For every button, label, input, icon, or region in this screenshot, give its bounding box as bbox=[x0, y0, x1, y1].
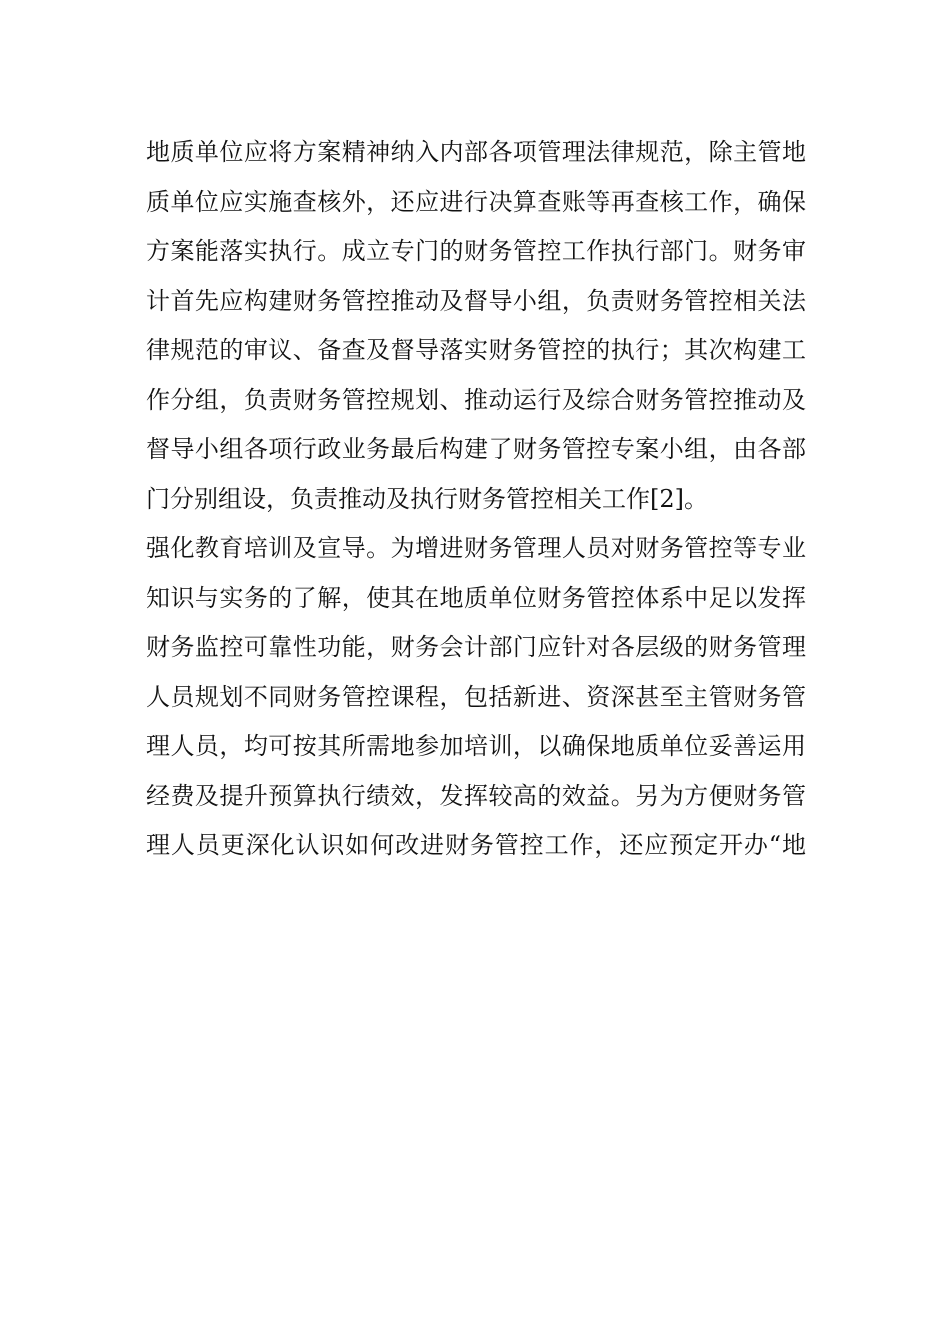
text-line: 地质单位应将方案精神纳入内部各项管理法律规范，除主管地 bbox=[146, 138, 806, 166]
text-line: 计首先应构建财务管控推动及督导小组，负责财务管控相关法 bbox=[146, 286, 806, 315]
text-line: 经费及提升预算执行绩效，发挥较高的效益。另为方便财务管 bbox=[146, 781, 806, 810]
text-line: 作分组，负责财务管控规划、推动运行及综合财务管控推动及 bbox=[146, 385, 806, 414]
text-line: 律规范的审议、备查及督导落实财务管控的执行；其次构建工 bbox=[146, 336, 806, 364]
body-text bbox=[146, 128, 806, 871]
text-line: 人员规划不同财务管控课程，包括新进、资深甚至主管财务管 bbox=[146, 682, 806, 711]
text-line: 方案能落实执行。成立专门的财务管控工作执行部门。财务审 bbox=[146, 237, 806, 265]
text-line: 强化教育培训及宣导。为增进财务管理人员对财务管控等专业 bbox=[146, 534, 806, 562]
text-line: 质单位应实施查核外，还应进行决算查账等再查核工作，确保 bbox=[146, 187, 806, 216]
text-line: 财务监控可靠性功能，财务会计部门应针对各层级的财务管理 bbox=[146, 633, 806, 661]
text-line: 门分别组设，负责推动及执行财务管控相关工作[2]。 bbox=[146, 484, 708, 513]
text-line: 知识与实务的了解，使其在地质单位财务管控体系中足以发挥 bbox=[146, 583, 806, 612]
text-line: 理人员更深化认识如何改进财务管控工作，还应预定开办“地 bbox=[146, 831, 806, 859]
text-line: 理人员，均可按其所需地参加培训，以确保地质单位妥善运用 bbox=[146, 732, 806, 760]
text-line: 督导小组各项行政业务最后构建了财务管控专案小组，由各部 bbox=[146, 435, 806, 463]
